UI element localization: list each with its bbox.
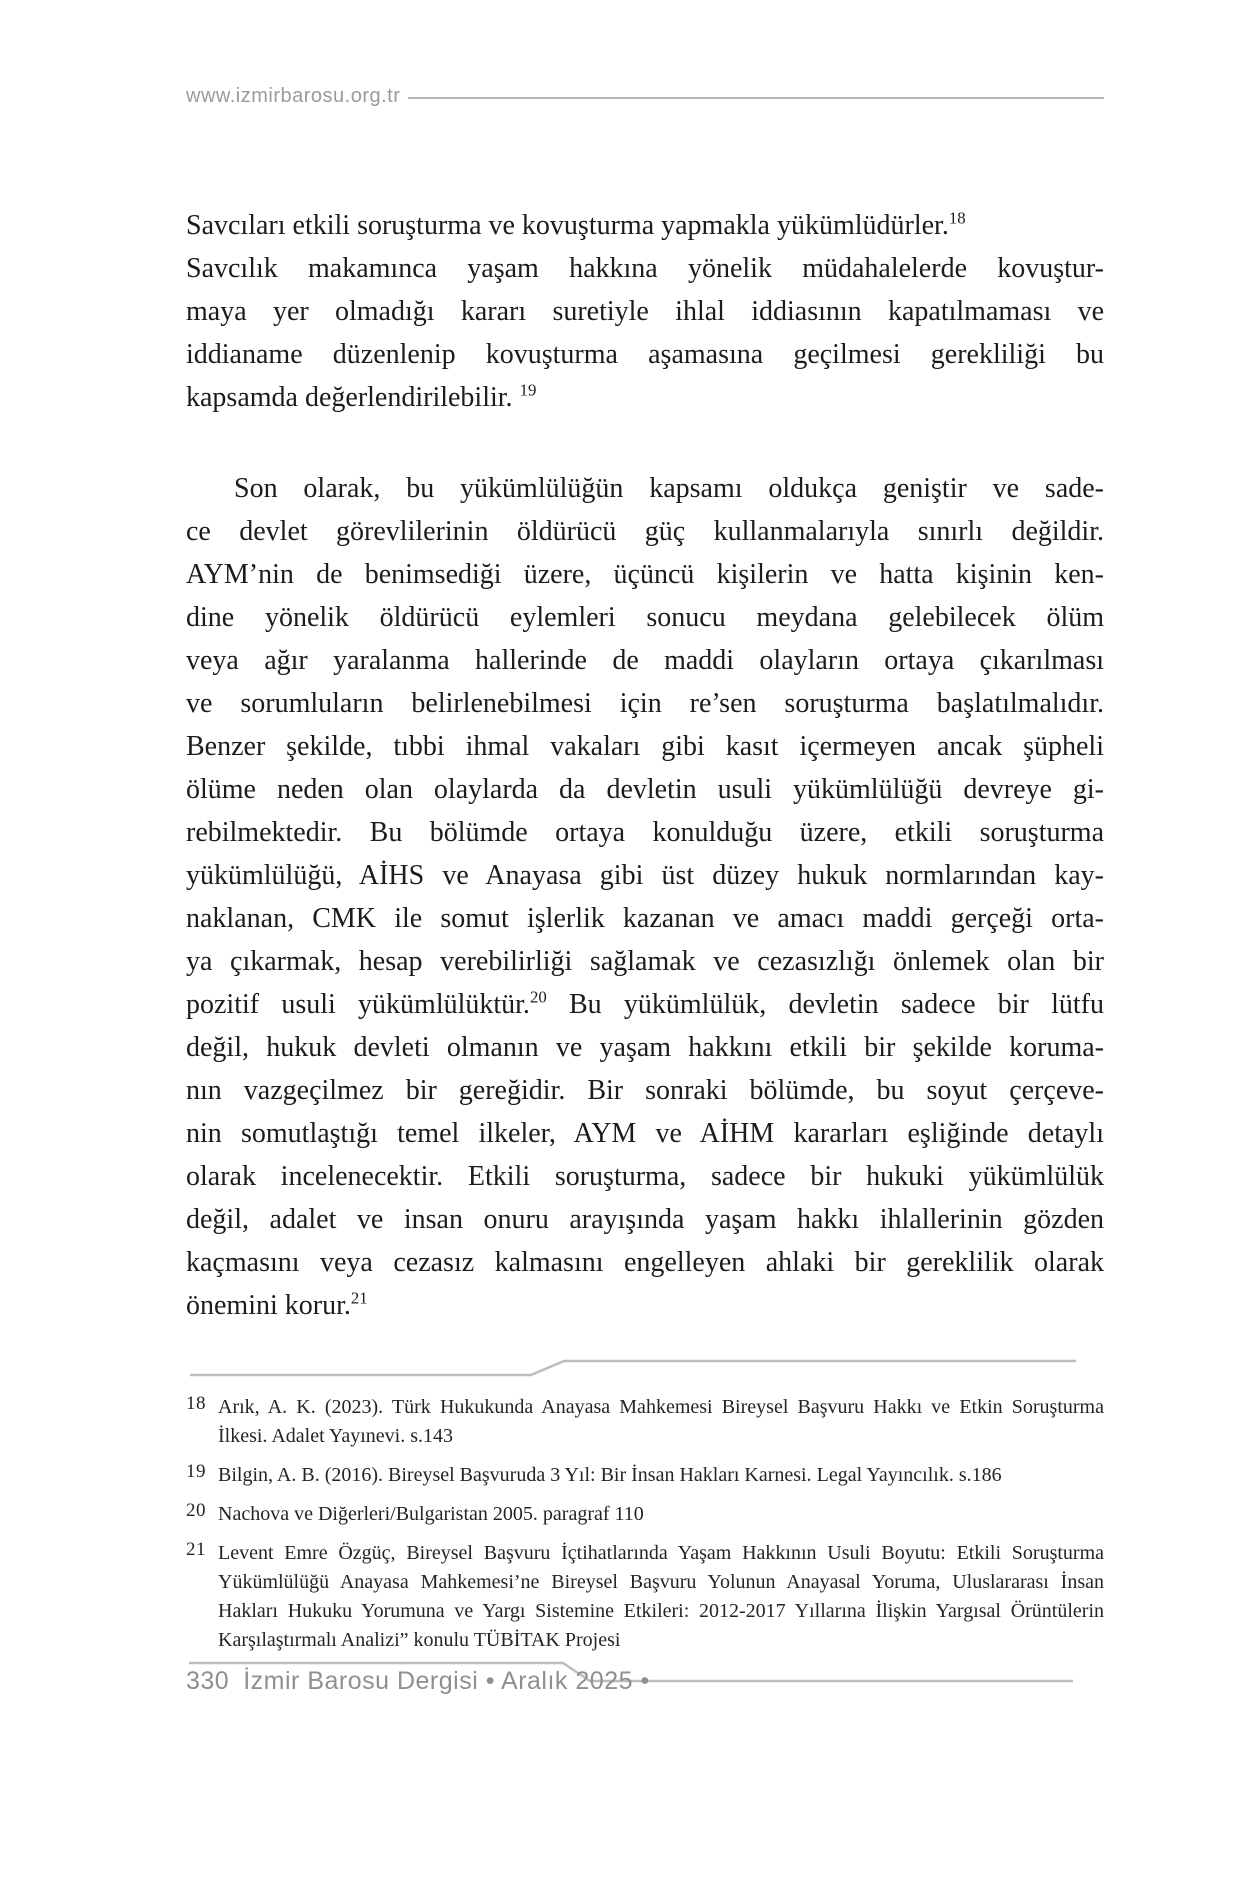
footnote-ref: 20 bbox=[529, 987, 547, 1007]
text-line: maya yer olmadığı kararı suretiyle ihlal iddiasının kapatılmaması ve bbox=[186, 296, 1104, 327]
text-line: nın vazgeçilmez bir gereğidir. Bir sonraki bölümde, bu soyut çerçeve- bbox=[186, 1075, 1104, 1106]
footnote-line: Bilgin, A. B. (2016). Bireysel Başvuruda 3 Yıl: Bir İnsan Hakları Karnesi. Legal Yayıncılık. s.186 bbox=[218, 1464, 1002, 1486]
text-line: önemini korur.$^{21}$ bbox=[186, 1288, 368, 1321]
footnote-number: 21 bbox=[186, 1539, 206, 1560]
header-url: www.izmirbarosu.org.tr bbox=[186, 84, 401, 107]
text-line: Son olarak, bu yükümlülüğün kapsamı oldukça geniştir ve sade- bbox=[234, 473, 1104, 504]
text-line: rebilmektedir. Bu bölümde ortaya konulduğu üzere, etkili soruşturma bbox=[186, 817, 1104, 848]
page-number: 330 bbox=[186, 1667, 230, 1695]
footnote-separator bbox=[186, 1357, 1104, 1379]
page-header bbox=[186, 84, 1104, 108]
text-line: naklanan, CMK ile somut işlerlik kazanan ve amacı maddi gerçeği orta- bbox=[186, 903, 1104, 934]
footnote-line: Hakları Hukuku Yorumuna ve Yargı Sistemine Etkileri: 2012-2017 Yıllarına İlişkin Yargısal Örüntülerin bbox=[218, 1600, 1104, 1622]
footnote-item bbox=[186, 1461, 1104, 1490]
paragraph bbox=[186, 467, 1104, 1327]
text-line: değil, hukuk devleti olmanın ve yaşam hakkını etkili bir şekilde koruma- bbox=[186, 1032, 1104, 1063]
footnotes bbox=[186, 1393, 1104, 1655]
text-line: ya çıkarmak, hesap verebilirliği sağlamak ve cezasızlığı önlemek olan bir bbox=[186, 946, 1104, 977]
text-line: Benzer şekilde, tıbbi ihmal vakaları gibi kasıt içermeyen ancak şüpheli bbox=[186, 731, 1104, 762]
text-line: kapsamda değerlendirilebilir. $^{19}$ bbox=[186, 380, 537, 413]
footer-text bbox=[186, 1667, 650, 1696]
footnote-item bbox=[186, 1500, 1104, 1529]
text-line: nin somutlaştığı temel ilkeler, AYM ve AİHM kararları eşliğinde detaylı bbox=[186, 1118, 1104, 1149]
text-line: ve sorumluların belirlenebilmesi için re’sen soruşturma başlatılmalıdır. bbox=[186, 688, 1104, 719]
footnote-line: Arık, A. K. (2023). Türk Hukukunda Anayasa Mahkemesi Bireysel Başvuru Hakkı ve Etkin Soruşturma bbox=[218, 1396, 1104, 1418]
footnote-ref: 21 bbox=[350, 1288, 368, 1308]
footnote-number: 18 bbox=[186, 1393, 206, 1414]
footnote-ref: 18 bbox=[948, 208, 966, 228]
text-line: Savcıları etkili soruşturma ve kovuşturma yapmakla yükümlüdürler.$^{18}$ bbox=[186, 208, 966, 241]
page-footer bbox=[186, 1659, 1104, 1703]
header-rule bbox=[408, 97, 1104, 99]
text-line: AYM’nin de benimsediği üzere, üçüncü kişilerin ve hatta kişinin ken- bbox=[186, 559, 1104, 590]
text-line: kaçmasını veya cezasız kalmasını engelleyen ahlaki bir gereklilik olarak bbox=[186, 1247, 1104, 1278]
footnote-item bbox=[186, 1393, 1104, 1451]
text-line: değil, adalet ve insan onuru arayışında yaşam hakkı ihlallerinin gözden bbox=[186, 1204, 1104, 1235]
footnote-text bbox=[218, 1500, 1104, 1529]
footnote-text bbox=[218, 1461, 1104, 1490]
body-text bbox=[186, 204, 1104, 1327]
text-line: Savcılık makamınca yaşam hakkına yönelik müdahalelerde kovuştur- bbox=[186, 253, 1104, 284]
text-line: ölüme neden olan olaylarda da devletin usuli yükümlülüğü devreye gi- bbox=[186, 774, 1104, 805]
text-line: veya ağır yaralanma hallerinde de maddi olayların ortaya çıkarılması bbox=[186, 645, 1104, 676]
text-line: yükümlülüğü, AİHS ve Anayasa gibi üst düzey hukuk normlarından kay- bbox=[186, 860, 1104, 891]
footnote-line: Yükümlülüğü Anayasa Mahkemesi’ne Bireysel Başvuru Yolunun Anayasal Yoruma, Uluslararası İnsan bbox=[218, 1571, 1104, 1593]
paragraph bbox=[186, 204, 1104, 419]
text-line: dine yönelik öldürücü eylemleri sonucu meydana gelebilecek ölüm bbox=[186, 602, 1104, 633]
footnote-text bbox=[218, 1393, 1104, 1451]
journal-name: İzmir Barosu Dergisi • Aralık 2025 • bbox=[243, 1667, 650, 1695]
footnote-line: Levent Emre Özgüç, Bireysel Başvuru İçtihatlarında Yaşam Hakkının Usuli Boyutu: Etkili Soruşturma bbox=[218, 1542, 1104, 1564]
text-line: pozitif usuli yükümlülüktür.$^{20}$ Bu yükümlülük, devletin sadece bir lütfu bbox=[186, 987, 1104, 1020]
footnote-number: 19 bbox=[186, 1461, 206, 1482]
text-line: iddianame düzenlenip kovuşturma aşamasına geçilmesi gerekliliği bu bbox=[186, 339, 1104, 370]
footnote-line: Karşılaştırmalı Analizi” konulu TÜBİTAK Projesi bbox=[218, 1629, 621, 1651]
footnote-text bbox=[218, 1539, 1104, 1655]
footnote-ref: 19 bbox=[519, 380, 537, 400]
text-line: ce devlet görevlilerinin öldürücü güç kullanmalarıyla sınırlı değildir. bbox=[186, 516, 1104, 547]
footnote-number: 20 bbox=[186, 1500, 206, 1521]
footnote-line: İlkesi. Adalet Yayınevi. s.143 bbox=[218, 1425, 453, 1447]
text-line: olarak incelenecektir. Etkili soruşturma, sadece bir hukuki yükümlülük bbox=[186, 1161, 1104, 1192]
footnote-line: Nachova ve Diğerleri/Bulgaristan 2005. paragraf 110 bbox=[218, 1503, 644, 1525]
footnote-item bbox=[186, 1539, 1104, 1655]
